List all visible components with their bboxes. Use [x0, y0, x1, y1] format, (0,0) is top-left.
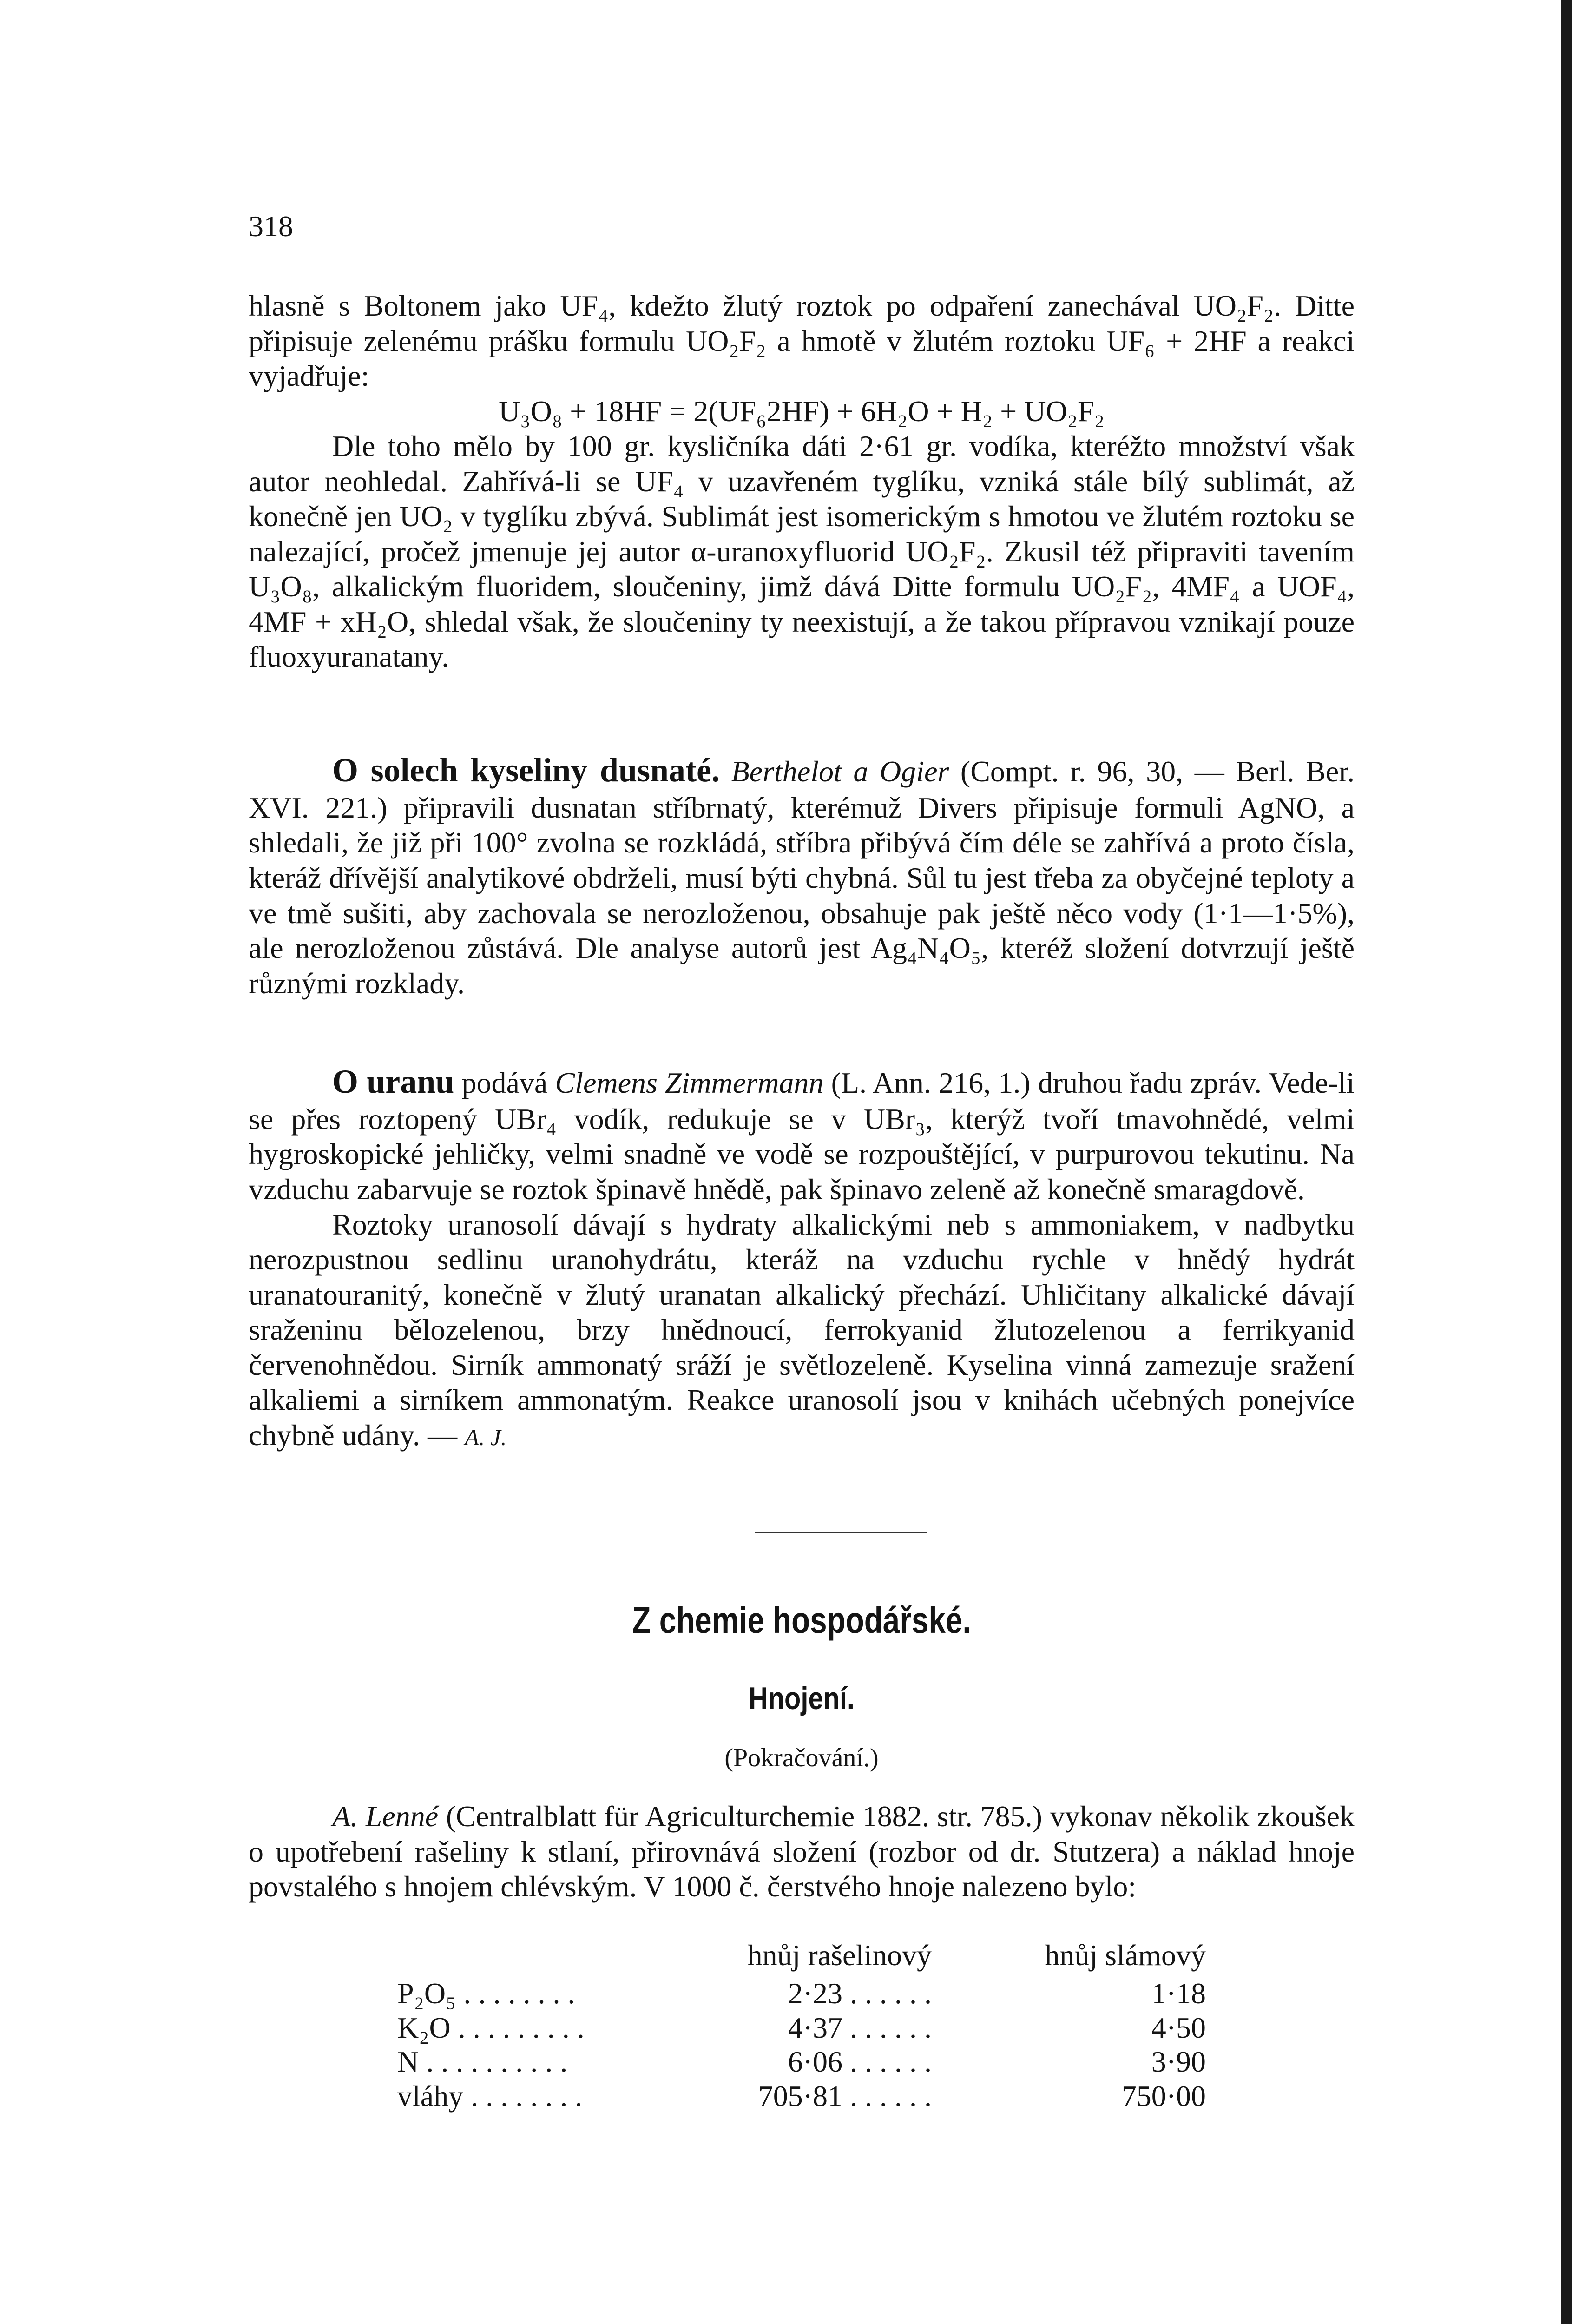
cell-straw: 750·00	[1121, 2079, 1206, 2113]
section-heading: O uranu	[332, 1063, 454, 1100]
nitrous-salts-section	[249, 751, 1355, 1001]
paragraph-text: podává	[454, 1066, 555, 1099]
cell-peat: 4·37 . . . . . .	[788, 2011, 932, 2044]
manure-section	[249, 1799, 1355, 1904]
paragraph-text: Roztoky uranosolí dávají s hydraty alkalickými neb s ammoniakem, v nadbytku nerozpustnou sedlinu uranohydrátu, kteráž na vzduchu rychle v hnědý hydrát uranatouranitý, konečně v žlutý uranatan alkalický přechází. Uhličitany alkalické dávají sraženinu bělozelenou, brzy hnědnoucí, ferrokyanid žlutozelenou a ferrikyanid červenohnědou. Sirník ammonatý sráží je světlozeleně. Kyselina vinná zamezuje sražení alkaliemi a sirníkem ammonatým. Reakce uranosolí jsou v knihách učebných ponejvíce chybně udány. —	[249, 1208, 1355, 1452]
subtitle: Hnojení.	[749, 1681, 855, 1716]
cell-straw: 3·90	[1151, 2045, 1206, 2079]
table-header: hnůj slámový	[1045, 1939, 1206, 1972]
divider	[755, 1532, 927, 1533]
signature: A. J.	[465, 1424, 507, 1450]
scan-edge	[1561, 0, 1572, 2324]
paragraph-text: (Compt. r. 96, 30, — Berl. Ber. XVI. 221.) připravili dusnatan stříbrnatý, kterémuž Divers připisuje formuli AgNO, a shledali, že již při 100° zvolna se rozkládá, stříbra přibývá čím déle se zahřívá a proto čísla, kteráž dřívější analytikové obdrželi, musí býti chybná. Sůl tu jest třeba za obyčejné teploty a ve tmě sušiti, aby zachovala se nerozloženou, obsahuje pak ještě něco vody (1·1—1·5%), ale nerozloženou zůstává. Dle analyse autorů jest Ag₄N₄O₅, kteréž složení dotvrzují ještě různými rozklady.	[249, 755, 1355, 1000]
cell-peat: 6·06 . . . . . .	[788, 2045, 932, 2079]
composition-table	[397, 1938, 1206, 2113]
row-label: K₂O . . . . . . . . .	[397, 2011, 585, 2044]
row-label: vláhy . . . . . . . .	[397, 2079, 583, 2113]
row-label: N . . . . . . . . . .	[397, 2045, 568, 2079]
continuation-note: (Pokračování.)	[724, 1743, 879, 1772]
table-header: hnůj rašelinový	[747, 1939, 932, 1972]
table-row	[397, 1976, 1206, 2011]
row-label: P₂O₅ . . . . . . . .	[397, 1977, 575, 2010]
cell-peat: 705·81 . . . . . .	[758, 2079, 932, 2113]
page-number: 318	[249, 210, 293, 243]
author-name: Clemens Zimmermann	[555, 1066, 824, 1099]
paragraph-text: (Centralblatt für Agriculturchemie 1882. str. 785.) vykonav několik zkoušek o upotřebení rašeliny k stlaní, přirovnává složení (rozbor od dr. Stutzera) a náklad hnoje povstalého s hnojem chlévským. V 1000 č. čerstvého hnoje nalezeno bylo:	[249, 1800, 1355, 1903]
uranium-fluoride-section	[249, 288, 1355, 674]
paragraph	[249, 1062, 1355, 1207]
paragraph	[249, 751, 1355, 1001]
page	[249, 0, 1355, 2324]
uranium-section	[249, 1062, 1355, 1452]
table-row	[397, 2079, 1206, 2113]
paragraph-text: (L. Ann. 216, 1.) druhou řadu zpráv. Vede-li se přes roztopený UBr₄ vodík, redukuje se v UBr₃, kterýž tvoří tmavohnědé, velmi hygroskopické jehličky, velmi snadně ve vodě se rozpouštějící, v purpurovou tekutinu. Na vzduchu zabarvuje se roztok špinavě hnědě, pak špinavo zeleně až konečně smaragdově.	[249, 1066, 1355, 1206]
table-header	[397, 1938, 658, 1976]
chemical-formula: U₃O₈ + 18HF = 2(UF₆2HF) + 6H₂O + H₂ + UO₂F₂	[499, 394, 1105, 428]
table-row	[397, 2045, 1206, 2079]
cell-straw: 4·50	[1151, 2011, 1206, 2044]
cell-straw: 1·18	[1151, 1977, 1206, 2010]
author-name: A. Lenné	[332, 1800, 439, 1833]
paragraph	[249, 1799, 1355, 1904]
cell-peat: 2·23 . . . . . .	[788, 1977, 932, 2010]
paragraph: hlasně s Boltonem jako UF₄, kdežto žlutý roztok po odpaření zanechával UO₂F₂. Ditte připisuje zelenému prášku formulu UO₂F₂ a hmotě v žlutém roztoku UF₆ + 2HF a reakci vyjadřuje:	[249, 289, 1355, 393]
paragraph: Dle toho mělo by 100 gr. kysličníka dáti 2·61 gr. vodíka, kteréžto množství však autor neohledal. Zahřívá-li se UF₄ v uzavřeném tyglíku, vzniká stále bílý sublimát, až konečně jen UO₂ v tyglíku zbývá. Sublimát jest isomerickým s hmotou ve žlutém roztoku se nalezající, pročež jmenuje jej autor α-uranoxyfluorid UO₂F₂. Zkusil též připraviti tavením U₃O₈, alkalickým fluoridem, sloučeniny, jimž dává Ditte formulu UO₂F₂, 4MF₄ a UOF₄, 4MF + xH₂O, shledal však, že sloučeniny ty neexistují, a že takou přípravou vznikají pouze fluoxyuranatany.	[249, 429, 1355, 673]
section-heading: O solech kyseliny dusnaté.	[332, 752, 720, 789]
section-title: Z chemie hospodářské.	[632, 1599, 971, 1641]
table-header-row	[397, 1938, 1206, 1976]
table-row	[397, 2011, 1206, 2045]
author-name: Berthelot a Ogier	[731, 755, 949, 788]
paragraph	[249, 1207, 1355, 1453]
